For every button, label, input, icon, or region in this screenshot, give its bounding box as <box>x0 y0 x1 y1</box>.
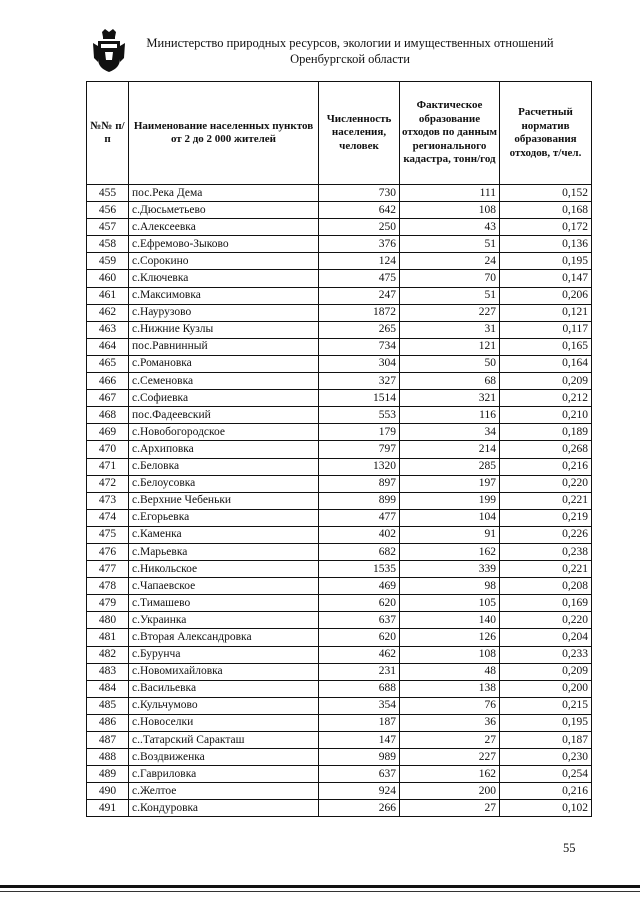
settlement-name: с.Желтое <box>129 783 319 800</box>
table-row <box>87 680 592 697</box>
table-row <box>87 612 592 629</box>
waste-norm: 0,206 <box>500 287 592 304</box>
settlement-name: с.Тимашево <box>129 595 319 612</box>
row-number: 463 <box>87 321 129 338</box>
actual-waste: 43 <box>400 219 500 236</box>
actual-waste: 51 <box>400 287 500 304</box>
table-row <box>87 458 592 475</box>
actual-waste: 34 <box>400 424 500 441</box>
settlement-name: с.Кульчумово <box>129 697 319 714</box>
row-number: 472 <box>87 475 129 492</box>
waste-norm: 0,221 <box>500 492 592 509</box>
waste-norm: 0,172 <box>500 219 592 236</box>
settlement-name: с.Ключевка <box>129 270 319 287</box>
waste-norm: 0,209 <box>500 373 592 390</box>
settlement-name: с.Беловка <box>129 458 319 475</box>
row-number: 487 <box>87 732 129 749</box>
table-row <box>87 595 592 612</box>
waste-norms-table <box>86 81 592 817</box>
settlement-name: с.Ефремово-Зыково <box>129 236 319 253</box>
settlement-name: с.Сорокино <box>129 253 319 270</box>
region-name: Оренбургской области <box>290 52 410 66</box>
population: 147 <box>319 732 400 749</box>
settlement-name: с.Верхние Чебеньки <box>129 492 319 509</box>
settlement-name: с.Новоселки <box>129 714 319 731</box>
population: 477 <box>319 509 400 526</box>
population: 402 <box>319 526 400 543</box>
settlement-name: с.Никольское <box>129 561 319 578</box>
row-number: 464 <box>87 338 129 355</box>
actual-waste: 36 <box>400 714 500 731</box>
population: 462 <box>319 646 400 663</box>
actual-waste: 27 <box>400 800 500 817</box>
table-row <box>87 766 592 783</box>
actual-waste: 285 <box>400 458 500 475</box>
row-number: 491 <box>87 800 129 817</box>
row-number: 467 <box>87 390 129 407</box>
settlement-name: с.Кондуровка <box>129 800 319 817</box>
ministry-header <box>130 35 570 67</box>
table-row <box>87 355 592 372</box>
actual-waste: 126 <box>400 629 500 646</box>
col-header-number: №№ п/п <box>87 82 129 185</box>
table-row <box>87 543 592 560</box>
population: 637 <box>319 766 400 783</box>
actual-waste: 162 <box>400 766 500 783</box>
actual-waste: 70 <box>400 270 500 287</box>
actual-waste: 68 <box>400 373 500 390</box>
row-number: 483 <box>87 663 129 680</box>
actual-waste: 200 <box>400 783 500 800</box>
settlement-name: пос.Равнинный <box>129 338 319 355</box>
settlement-name: с.Каменка <box>129 526 319 543</box>
population: 1514 <box>319 390 400 407</box>
actual-waste: 108 <box>400 202 500 219</box>
population: 247 <box>319 287 400 304</box>
table-row <box>87 185 592 202</box>
settlement-name: с.Вторая Александровка <box>129 629 319 646</box>
actual-waste: 50 <box>400 355 500 372</box>
row-number: 471 <box>87 458 129 475</box>
row-number: 457 <box>87 219 129 236</box>
row-number: 473 <box>87 492 129 509</box>
table-row <box>87 783 592 800</box>
actual-waste: 138 <box>400 680 500 697</box>
actual-waste: 91 <box>400 526 500 543</box>
settlement-name: с.Белоусовка <box>129 475 319 492</box>
population: 376 <box>319 236 400 253</box>
actual-waste: 227 <box>400 304 500 321</box>
waste-norm: 0,147 <box>500 270 592 287</box>
waste-norm: 0,164 <box>500 355 592 372</box>
row-number: 476 <box>87 543 129 560</box>
population: 327 <box>319 373 400 390</box>
settlement-name: с.Украинка <box>129 612 319 629</box>
waste-norm: 0,187 <box>500 732 592 749</box>
waste-norm: 0,189 <box>500 424 592 441</box>
waste-norm: 0,219 <box>500 509 592 526</box>
row-number: 485 <box>87 697 129 714</box>
waste-norm: 0,226 <box>500 526 592 543</box>
settlement-name: с.Воздвиженка <box>129 749 319 766</box>
table-row <box>87 526 592 543</box>
row-number: 466 <box>87 373 129 390</box>
row-number: 462 <box>87 304 129 321</box>
actual-waste: 321 <box>400 390 500 407</box>
population: 469 <box>319 578 400 595</box>
actual-waste: 98 <box>400 578 500 595</box>
table-header-row <box>87 82 592 185</box>
waste-norm: 0,254 <box>500 766 592 783</box>
table-row <box>87 492 592 509</box>
actual-waste: 339 <box>400 561 500 578</box>
population: 354 <box>319 697 400 714</box>
population: 642 <box>319 202 400 219</box>
row-number: 480 <box>87 612 129 629</box>
waste-norm: 0,208 <box>500 578 592 595</box>
actual-waste: 214 <box>400 441 500 458</box>
row-number: 486 <box>87 714 129 731</box>
settlement-name: с.Гавриловка <box>129 766 319 783</box>
settlement-name: с.Дюсьметьево <box>129 202 319 219</box>
row-number: 475 <box>87 526 129 543</box>
table-row <box>87 407 592 424</box>
population: 1320 <box>319 458 400 475</box>
table-row <box>87 390 592 407</box>
population: 730 <box>319 185 400 202</box>
waste-norm: 0,238 <box>500 543 592 560</box>
population: 688 <box>319 680 400 697</box>
settlement-name: с.Максимовка <box>129 287 319 304</box>
actual-waste: 104 <box>400 509 500 526</box>
table-row <box>87 509 592 526</box>
row-number: 488 <box>87 749 129 766</box>
actual-waste: 48 <box>400 663 500 680</box>
population: 897 <box>319 475 400 492</box>
table-row <box>87 800 592 817</box>
table-row <box>87 441 592 458</box>
row-number: 461 <box>87 287 129 304</box>
waste-norm: 0,195 <box>500 714 592 731</box>
waste-norm: 0,168 <box>500 202 592 219</box>
actual-waste: 140 <box>400 612 500 629</box>
settlement-name: с.Архиповка <box>129 441 319 458</box>
actual-waste: 27 <box>400 732 500 749</box>
table-row <box>87 253 592 270</box>
waste-norm: 0,204 <box>500 629 592 646</box>
actual-waste: 76 <box>400 697 500 714</box>
settlement-name: с.Софиевка <box>129 390 319 407</box>
row-number: 456 <box>87 202 129 219</box>
actual-waste: 227 <box>400 749 500 766</box>
waste-norm: 0,212 <box>500 390 592 407</box>
table-row <box>87 663 592 680</box>
actual-waste: 162 <box>400 543 500 560</box>
table-row <box>87 304 592 321</box>
table-row <box>87 338 592 355</box>
table-row <box>87 321 592 338</box>
col-header-population: Численность населения, человек <box>319 82 400 185</box>
bottom-rule-thin <box>0 891 640 892</box>
table-row <box>87 424 592 441</box>
waste-norm: 0,221 <box>500 561 592 578</box>
settlement-name: с.Чапаевское <box>129 578 319 595</box>
table-row <box>87 732 592 749</box>
population: 124 <box>319 253 400 270</box>
waste-norm: 0,215 <box>500 697 592 714</box>
waste-norm: 0,195 <box>500 253 592 270</box>
waste-norm: 0,121 <box>500 304 592 321</box>
actual-waste: 111 <box>400 185 500 202</box>
population: 682 <box>319 543 400 560</box>
waste-norm: 0,152 <box>500 185 592 202</box>
population: 475 <box>319 270 400 287</box>
row-number: 474 <box>87 509 129 526</box>
settlement-name: с.Марьевка <box>129 543 319 560</box>
population: 1535 <box>319 561 400 578</box>
table-row <box>87 270 592 287</box>
table-row <box>87 219 592 236</box>
bottom-rule <box>0 885 640 888</box>
actual-waste: 24 <box>400 253 500 270</box>
table-row <box>87 697 592 714</box>
waste-norm: 0,216 <box>500 458 592 475</box>
row-number: 489 <box>87 766 129 783</box>
waste-norm: 0,136 <box>500 236 592 253</box>
settlement-name: с.Романовка <box>129 355 319 372</box>
actual-waste: 31 <box>400 321 500 338</box>
population: 187 <box>319 714 400 731</box>
settlement-name: пос.Фадеевский <box>129 407 319 424</box>
population: 304 <box>319 355 400 372</box>
table-row <box>87 287 592 304</box>
population: 266 <box>319 800 400 817</box>
settlement-name: пос.Река Дема <box>129 185 319 202</box>
settlement-name: с.Бурунча <box>129 646 319 663</box>
population: 250 <box>319 219 400 236</box>
table-row <box>87 373 592 390</box>
table-row <box>87 236 592 253</box>
table-row <box>87 202 592 219</box>
row-number: 490 <box>87 783 129 800</box>
row-number: 484 <box>87 680 129 697</box>
waste-norm: 0,209 <box>500 663 592 680</box>
row-number: 469 <box>87 424 129 441</box>
actual-waste: 197 <box>400 475 500 492</box>
population: 924 <box>319 783 400 800</box>
row-number: 478 <box>87 578 129 595</box>
population: 989 <box>319 749 400 766</box>
row-number: 465 <box>87 355 129 372</box>
row-number: 479 <box>87 595 129 612</box>
actual-waste: 121 <box>400 338 500 355</box>
table-body <box>87 185 592 817</box>
row-number: 481 <box>87 629 129 646</box>
row-number: 477 <box>87 561 129 578</box>
waste-norm: 0,220 <box>500 612 592 629</box>
population: 797 <box>319 441 400 458</box>
ministry-name: Министерство природных ресурсов, экологии и имущественных отношений <box>146 36 554 50</box>
waste-norm: 0,210 <box>500 407 592 424</box>
waste-norm: 0,165 <box>500 338 592 355</box>
row-number: 468 <box>87 407 129 424</box>
col-header-actual-waste: Фактическое образование отходов по данным регионального кадастра, тонн/год <box>400 82 500 185</box>
settlement-name: с.Новобогородское <box>129 424 319 441</box>
settlement-name: с..Татарский Саракташ <box>129 732 319 749</box>
waste-norm: 0,102 <box>500 800 592 817</box>
row-number: 458 <box>87 236 129 253</box>
coat-of-arms-icon <box>92 28 126 74</box>
actual-waste: 105 <box>400 595 500 612</box>
col-header-norm: Расчетный норматив образования отходов, т/чел. <box>500 82 592 185</box>
table-row <box>87 578 592 595</box>
row-number: 470 <box>87 441 129 458</box>
waste-norm: 0,220 <box>500 475 592 492</box>
row-number: 455 <box>87 185 129 202</box>
settlement-name: с.Нижние Кузлы <box>129 321 319 338</box>
waste-norm: 0,117 <box>500 321 592 338</box>
population: 734 <box>319 338 400 355</box>
table-row <box>87 629 592 646</box>
row-number: 459 <box>87 253 129 270</box>
table-row <box>87 714 592 731</box>
population: 231 <box>319 663 400 680</box>
waste-norm: 0,200 <box>500 680 592 697</box>
waste-norm: 0,268 <box>500 441 592 458</box>
col-header-settlement: Наименование населенных пунктов от 2 до 2 000 жителей <box>129 82 319 185</box>
population: 620 <box>319 629 400 646</box>
population: 1872 <box>319 304 400 321</box>
page-number: 55 <box>563 841 576 855</box>
population: 899 <box>319 492 400 509</box>
settlement-name: с.Егорьевка <box>129 509 319 526</box>
row-number: 482 <box>87 646 129 663</box>
actual-waste: 108 <box>400 646 500 663</box>
settlement-name: с.Семеновка <box>129 373 319 390</box>
settlement-name: с.Наурузово <box>129 304 319 321</box>
actual-waste: 116 <box>400 407 500 424</box>
waste-norm: 0,216 <box>500 783 592 800</box>
settlement-name: с.Васильевка <box>129 680 319 697</box>
waste-norm: 0,169 <box>500 595 592 612</box>
settlement-name: с.Новомихайловка <box>129 663 319 680</box>
row-number: 460 <box>87 270 129 287</box>
settlement-name: с.Алексеевка <box>129 219 319 236</box>
population: 553 <box>319 407 400 424</box>
table-row <box>87 475 592 492</box>
population: 637 <box>319 612 400 629</box>
actual-waste: 51 <box>400 236 500 253</box>
table-row <box>87 749 592 766</box>
population: 265 <box>319 321 400 338</box>
table-row <box>87 646 592 663</box>
actual-waste: 199 <box>400 492 500 509</box>
waste-norm: 0,233 <box>500 646 592 663</box>
population: 179 <box>319 424 400 441</box>
population: 620 <box>319 595 400 612</box>
table-row <box>87 561 592 578</box>
waste-norm: 0,230 <box>500 749 592 766</box>
